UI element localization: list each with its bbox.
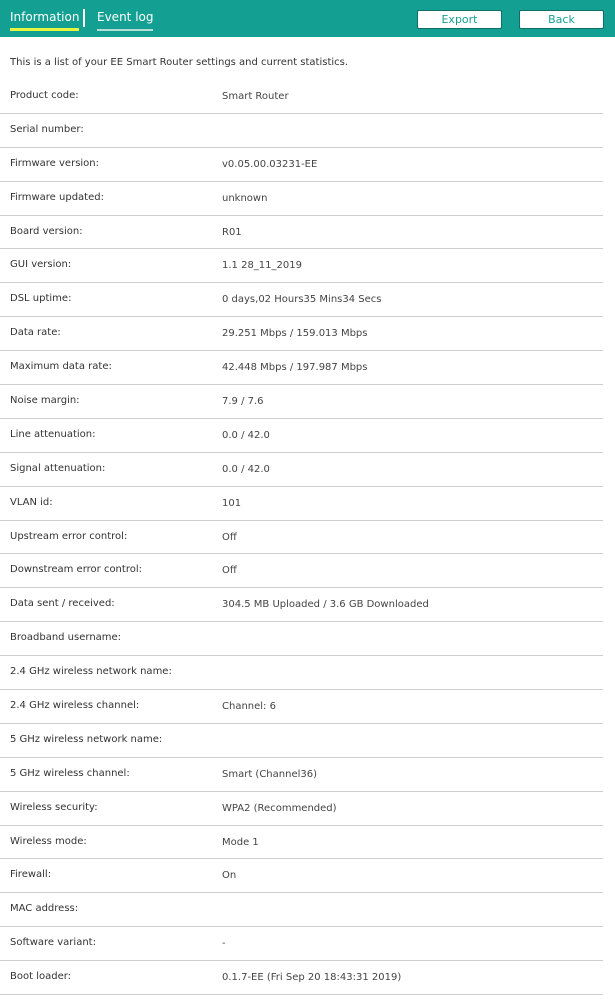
row-value: 0 days,02 Hours35 Mins34 Secs xyxy=(222,294,382,306)
row-value: 0.0 / 42.0 xyxy=(222,463,270,475)
row-label: 2.4 GHz wireless channel: xyxy=(10,700,140,712)
row-label: VLAN id: xyxy=(10,496,53,508)
table-row xyxy=(0,588,603,622)
row-label: Broadband username: xyxy=(10,632,122,644)
table-row xyxy=(0,554,603,588)
table-row xyxy=(0,351,603,385)
row-value: 42.448 Mbps / 197.987 Mbps xyxy=(222,362,368,374)
row-value: Off xyxy=(222,531,237,543)
table-row xyxy=(0,656,603,690)
table-row xyxy=(0,792,603,826)
export-button[interactable]: Export xyxy=(417,10,502,29)
table-row xyxy=(0,419,603,453)
tab-information[interactable] xyxy=(10,10,79,24)
row-label: Firewall: xyxy=(10,869,52,881)
table-row xyxy=(0,148,603,182)
table-row xyxy=(0,927,603,961)
table-row xyxy=(0,758,603,792)
table-row xyxy=(0,622,603,656)
table-row xyxy=(0,80,603,114)
row-label: Data sent / received: xyxy=(10,598,115,610)
row-value: Off xyxy=(222,565,237,577)
table-row xyxy=(0,385,603,419)
table-row xyxy=(0,249,603,283)
table-row xyxy=(0,317,603,351)
inactive-tab-underline xyxy=(97,29,153,31)
intro-text: This is a list of your EE Smart Router settings and current statistics. xyxy=(10,57,349,68)
row-label: Upstream error control: xyxy=(10,530,128,542)
row-value: 0.0 / 42.0 xyxy=(222,429,270,441)
row-label: Data rate: xyxy=(10,327,61,339)
table-row xyxy=(0,893,603,927)
settings-list xyxy=(0,80,615,995)
table-row xyxy=(0,182,603,216)
row-value: v0.05.00.03231-EE xyxy=(222,158,318,170)
row-label: Wireless security: xyxy=(10,801,98,813)
row-label: GUI version: xyxy=(10,259,72,271)
row-value: Smart (Channel36) xyxy=(222,768,318,780)
table-row xyxy=(0,114,603,148)
row-label: 2.4 GHz wireless network name: xyxy=(10,666,172,678)
row-label: 5 GHz wireless network name: xyxy=(10,733,163,745)
row-value: 29.251 Mbps / 159.013 Mbps xyxy=(222,328,368,340)
row-label: Product code: xyxy=(10,90,79,101)
row-label: Wireless mode: xyxy=(10,835,87,847)
table-row xyxy=(0,487,603,521)
row-value: 0.1.7-EE (Fri Sep 20 18:43:31 2019) xyxy=(222,972,402,984)
row-value: WPA2 (Recommended) xyxy=(222,802,337,814)
row-value: Channel: 6 xyxy=(222,701,276,713)
row-value: - xyxy=(222,938,226,950)
row-value: R01 xyxy=(222,226,242,238)
row-label: DSL uptime: xyxy=(10,293,72,305)
table-row xyxy=(0,521,603,555)
row-label: Board version: xyxy=(10,225,83,237)
row-label: Boot loader: xyxy=(10,971,72,983)
row-label: Line attenuation: xyxy=(10,428,96,440)
row-value: 1.1 28_11_2019 xyxy=(222,260,302,272)
row-value: 304.5 MB Uploaded / 3.6 GB Downloaded xyxy=(222,599,429,611)
back-button[interactable]: Back xyxy=(519,10,604,29)
row-label: MAC address: xyxy=(10,903,79,915)
table-row xyxy=(0,724,603,758)
row-label: Software variant: xyxy=(10,937,96,949)
row-value: 7.9 / 7.6 xyxy=(222,396,264,408)
table-row xyxy=(0,859,603,893)
table-row xyxy=(0,961,603,995)
row-label: Signal attenuation: xyxy=(10,462,106,474)
tab-separator xyxy=(83,9,85,27)
row-label: Serial number: xyxy=(10,123,84,135)
top-bar xyxy=(0,0,615,37)
row-value: Mode 1 xyxy=(222,836,259,848)
tab-event-log[interactable] xyxy=(97,10,153,24)
row-value: On xyxy=(222,870,237,882)
row-value: 101 xyxy=(222,497,242,509)
row-value: Smart Router xyxy=(222,91,289,102)
row-label: Noise margin: xyxy=(10,395,80,407)
table-row xyxy=(0,216,603,250)
table-row xyxy=(0,826,603,860)
tab-event-log-label: Event log xyxy=(97,10,154,24)
row-label: Firmware version: xyxy=(10,157,100,169)
active-tab-underline xyxy=(10,28,79,31)
table-row xyxy=(0,690,603,724)
row-label: Downstream error control: xyxy=(10,564,142,576)
table-row xyxy=(0,283,603,317)
row-value: unknown xyxy=(222,192,268,204)
row-label: Maximum data rate: xyxy=(10,361,112,373)
row-label: 5 GHz wireless channel: xyxy=(10,767,130,779)
table-row xyxy=(0,453,603,487)
row-label: Firmware updated: xyxy=(10,191,104,203)
tab-information-label: Information xyxy=(10,10,80,24)
